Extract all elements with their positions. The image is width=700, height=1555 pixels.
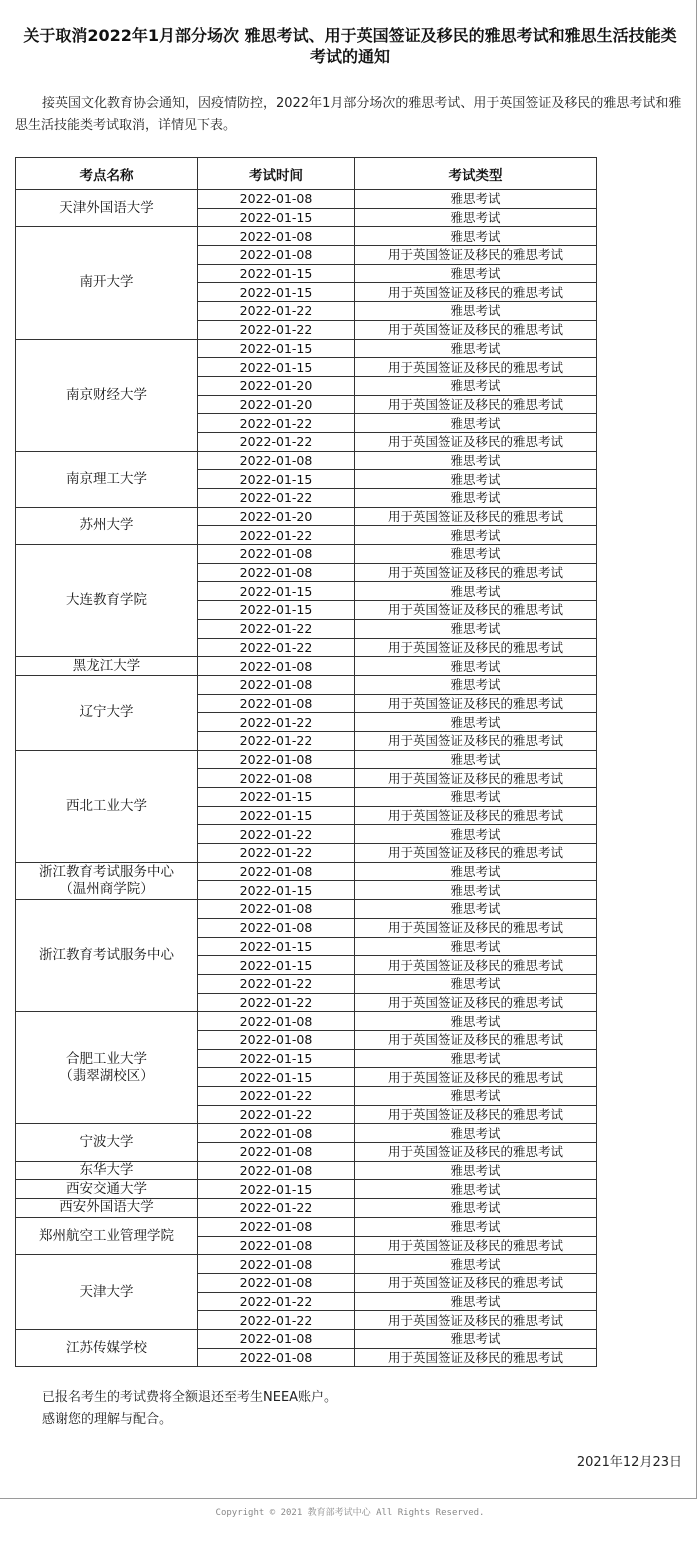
- exam-date-cell: 2022-01-08: [198, 1012, 355, 1031]
- exam-date-cell: 2022-01-15: [198, 806, 355, 825]
- refund-note: 已报名考生的考试费将全额退还至考生NEEA账户。: [42, 1390, 338, 1405]
- exam-type-cell: 雅思考试: [355, 526, 597, 545]
- exam-date-cell: 2022-01-15: [198, 283, 355, 302]
- exam-type-cell: 用于英国签证及移民的雅思考试: [355, 1236, 597, 1255]
- exam-date-cell: 2022-01-15: [198, 937, 355, 956]
- table-row: [16, 1124, 597, 1143]
- exam-type-cell: 雅思考试: [355, 713, 597, 732]
- table-row: [16, 900, 597, 919]
- exam-date-cell: 2022-01-08: [198, 1236, 355, 1255]
- exam-type-cell: 用于英国签证及移民的雅思考试: [355, 283, 597, 302]
- exam-date-cell: 2022-01-15: [198, 956, 355, 975]
- exam-date-cell: 2022-01-08: [198, 1217, 355, 1236]
- exam-date-cell: 2022-01-08: [198, 451, 355, 470]
- exam-type-cell: 雅思考试: [355, 900, 597, 919]
- exam-type-cell: 雅思考试: [355, 1049, 597, 1068]
- exam-date-cell: 2022-01-08: [198, 900, 355, 919]
- table-row: [16, 339, 597, 358]
- exam-type-cell: 雅思考试: [355, 937, 597, 956]
- exam-type-cell: 用于英国签证及移民的雅思考试: [355, 601, 597, 620]
- exam-date-cell: 2022-01-15: [198, 788, 355, 807]
- exam-type-cell: 雅思考试: [355, 1199, 597, 1218]
- table-row: [16, 862, 597, 881]
- venue-name-cell: 南京财经大学: [16, 339, 198, 451]
- exam-type-cell: 用于英国签证及移民的雅思考试: [355, 1311, 597, 1330]
- table-row: [16, 451, 597, 470]
- exam-date-cell: 2022-01-20: [198, 395, 355, 414]
- venue-name-cell: 合肥工业大学 （翡翠湖校区）: [16, 1012, 198, 1124]
- exam-date-cell: 2022-01-20: [198, 507, 355, 526]
- exam-type-cell: 雅思考试: [355, 862, 597, 881]
- exam-date-cell: 2022-01-22: [198, 638, 355, 657]
- venue-name-cell: 苏州大学: [16, 507, 198, 544]
- exam-type-cell: 用于英国签证及移民的雅思考试: [355, 956, 597, 975]
- table-row: [16, 227, 597, 246]
- exam-type-cell: 用于英国签证及移民的雅思考试: [355, 507, 597, 526]
- exam-date-cell: 2022-01-15: [198, 470, 355, 489]
- exam-type-cell: 雅思考试: [355, 1292, 597, 1311]
- exam-date-cell: 2022-01-22: [198, 844, 355, 863]
- exam-type-cell: 雅思考试: [355, 376, 597, 395]
- exam-type-cell: 雅思考试: [355, 1124, 597, 1143]
- exam-date-cell: 2022-01-15: [198, 1049, 355, 1068]
- venue-name-cell: 大连教育学院: [16, 545, 198, 657]
- exam-date-cell: 2022-01-08: [198, 1329, 355, 1348]
- exam-date-cell: 2022-01-22: [198, 320, 355, 339]
- exam-date-cell: 2022-01-08: [198, 1348, 355, 1367]
- exam-type-cell: 用于英国签证及移民的雅思考试: [355, 1273, 597, 1292]
- exam-date-cell: 2022-01-08: [198, 227, 355, 246]
- exam-type-cell: 雅思考试: [355, 675, 597, 694]
- venue-name-cell: 西安交通大学: [16, 1180, 198, 1199]
- exam-type-cell: 用于英国签证及移民的雅思考试: [355, 638, 597, 657]
- exam-date-cell: 2022-01-08: [198, 1124, 355, 1143]
- title-line-2: 考试的通知: [309, 47, 390, 66]
- venue-name-cell: 辽宁大学: [16, 675, 198, 750]
- thanks-note: 感谢您的理解与配合。: [42, 1412, 173, 1427]
- exam-type-cell: 雅思考试: [355, 208, 597, 227]
- table-row: [16, 507, 597, 526]
- exam-type-cell: 雅思考试: [355, 1087, 597, 1106]
- notice-title: [10, 25, 690, 67]
- exam-date-cell: 2022-01-08: [198, 750, 355, 769]
- exam-date-cell: 2022-01-08: [198, 1143, 355, 1162]
- exam-date-cell: 2022-01-15: [198, 1180, 355, 1199]
- exam-type-cell: 雅思考试: [355, 582, 597, 601]
- exam-type-cell: 雅思考试: [355, 1329, 597, 1348]
- exam-date-cell: 2022-01-08: [198, 545, 355, 564]
- table-row: [16, 190, 597, 209]
- exam-date-cell: 2022-01-15: [198, 208, 355, 227]
- exam-date-cell: 2022-01-08: [198, 769, 355, 788]
- exam-type-cell: 雅思考试: [355, 302, 597, 321]
- exam-date-cell: 2022-01-08: [198, 1161, 355, 1180]
- header-type: 考试类型: [355, 158, 597, 190]
- exam-date-cell: 2022-01-15: [198, 601, 355, 620]
- exam-type-cell: 用于英国签证及移民的雅思考试: [355, 432, 597, 451]
- exam-type-cell: 雅思考试: [355, 1161, 597, 1180]
- exam-date-cell: 2022-01-15: [198, 881, 355, 900]
- venue-name-cell: 浙江教育考试服务中心: [16, 900, 198, 1012]
- exam-type-cell: 雅思考试: [355, 1255, 597, 1274]
- cancelled-exams-table: [15, 157, 597, 1367]
- venue-name-cell: 南京理工大学: [16, 451, 198, 507]
- exam-type-cell: 雅思考试: [355, 190, 597, 209]
- exam-type-cell: 雅思考试: [355, 264, 597, 283]
- exam-date-cell: 2022-01-15: [198, 339, 355, 358]
- exam-date-cell: 2022-01-15: [198, 358, 355, 377]
- exam-type-cell: 雅思考试: [355, 339, 597, 358]
- exam-type-cell: 用于英国签证及移民的雅思考试: [355, 844, 597, 863]
- exam-date-cell: 2022-01-22: [198, 974, 355, 993]
- exam-type-cell: 用于英国签证及移民的雅思考试: [355, 358, 597, 377]
- exam-type-cell: 用于英国签证及移民的雅思考试: [355, 1030, 597, 1049]
- exam-type-cell: 用于英国签证及移民的雅思考试: [355, 1348, 597, 1367]
- exam-type-cell: 用于英国签证及移民的雅思考试: [355, 1068, 597, 1087]
- table-row: [16, 657, 597, 676]
- venue-name-cell: 西安外国语大学: [16, 1199, 198, 1218]
- exam-date-cell: 2022-01-22: [198, 825, 355, 844]
- exam-date-cell: 2022-01-15: [198, 1068, 355, 1087]
- exam-type-cell: 雅思考试: [355, 470, 597, 489]
- exam-type-cell: 用于英国签证及移民的雅思考试: [355, 769, 597, 788]
- exam-date-cell: 2022-01-08: [198, 190, 355, 209]
- copyright-footer: Copyright © 2021 教育部考试中心 All Rights Reserved.: [215, 1508, 485, 1518]
- exam-type-cell: 雅思考试: [355, 619, 597, 638]
- venue-name-cell: 南开大学: [16, 227, 198, 339]
- exam-type-cell: 雅思考试: [355, 227, 597, 246]
- venue-name-cell: 浙江教育考试服务中心 （温州商学院）: [16, 862, 198, 899]
- exam-date-cell: 2022-01-22: [198, 993, 355, 1012]
- exam-type-cell: 雅思考试: [355, 974, 597, 993]
- table-header-row: [16, 158, 597, 190]
- exam-date-cell: 2022-01-08: [198, 918, 355, 937]
- table-row: [16, 750, 597, 769]
- exam-type-cell: 雅思考试: [355, 788, 597, 807]
- exam-type-cell: 雅思考试: [355, 1012, 597, 1031]
- intro-paragraph: 接英国文化教育协会通知，因疫情防控，2022年1月部分场次的雅思考试、用于英国签证及移民的雅思考试和雅思生活技能类考试取消，详情见下表。: [15, 96, 682, 133]
- exam-date-cell: 2022-01-08: [198, 246, 355, 265]
- table-row: [16, 1161, 597, 1180]
- exam-type-cell: 用于英国签证及移民的雅思考试: [355, 731, 597, 750]
- exam-type-cell: 用于英国签证及移民的雅思考试: [355, 993, 597, 1012]
- table-row: [16, 1012, 597, 1031]
- exam-date-cell: 2022-01-22: [198, 731, 355, 750]
- exam-type-cell: 雅思考试: [355, 1180, 597, 1199]
- exam-date-cell: 2022-01-08: [198, 1030, 355, 1049]
- exam-date-cell: 2022-01-22: [198, 302, 355, 321]
- exam-date-cell: 2022-01-22: [198, 713, 355, 732]
- venue-name-cell: 黑龙江大学: [16, 657, 198, 676]
- exam-date-cell: 2022-01-08: [198, 675, 355, 694]
- table-row: [16, 545, 597, 564]
- exam-date-cell: 2022-01-20: [198, 376, 355, 395]
- closing-notes: [42, 1387, 337, 1431]
- exam-date-cell: 2022-01-22: [198, 1199, 355, 1218]
- venue-name-cell: 天津大学: [16, 1255, 198, 1330]
- exam-date-cell: 2022-01-15: [198, 582, 355, 601]
- exam-type-cell: 雅思考试: [355, 545, 597, 564]
- exam-date-cell: 2022-01-08: [198, 862, 355, 881]
- exam-type-cell: 雅思考试: [355, 881, 597, 900]
- exam-date-cell: 2022-01-08: [198, 1255, 355, 1274]
- exam-type-cell: 用于英国签证及移民的雅思考试: [355, 918, 597, 937]
- venue-name-cell: 东华大学: [16, 1161, 198, 1180]
- exam-date-cell: 2022-01-08: [198, 657, 355, 676]
- exam-date-cell: 2022-01-15: [198, 264, 355, 283]
- exam-date-cell: 2022-01-22: [198, 1292, 355, 1311]
- exam-type-cell: 用于英国签证及移民的雅思考试: [355, 246, 597, 265]
- exam-date-cell: 2022-01-22: [198, 1311, 355, 1330]
- exam-type-cell: 雅思考试: [355, 489, 597, 508]
- exam-date-cell: 2022-01-22: [198, 526, 355, 545]
- exam-type-cell: 用于英国签证及移民的雅思考试: [355, 1105, 597, 1124]
- notice-date: 2021年12月23日: [576, 1455, 682, 1470]
- venue-name-cell: 宁波大学: [16, 1124, 198, 1161]
- table-row: [16, 1329, 597, 1348]
- exam-date-cell: 2022-01-22: [198, 489, 355, 508]
- exam-date-cell: 2022-01-22: [198, 1087, 355, 1106]
- exam-date-cell: 2022-01-08: [198, 563, 355, 582]
- exam-date-cell: 2022-01-22: [198, 432, 355, 451]
- exam-type-cell: 雅思考试: [355, 657, 597, 676]
- venue-name-cell: 郑州航空工业管理学院: [16, 1217, 198, 1254]
- venue-name-cell: 天津外国语大学: [16, 190, 198, 227]
- exam-type-cell: 雅思考试: [355, 750, 597, 769]
- exam-type-cell: 用于英国签证及移民的雅思考试: [355, 563, 597, 582]
- exam-type-cell: 用于英国签证及移民的雅思考试: [355, 320, 597, 339]
- exam-type-cell: 雅思考试: [355, 825, 597, 844]
- table-body: [16, 190, 597, 1367]
- table-row: [16, 1180, 597, 1199]
- exam-date-cell: 2022-01-08: [198, 1273, 355, 1292]
- header-venue: 考点名称: [16, 158, 198, 190]
- exam-date-cell: 2022-01-08: [198, 694, 355, 713]
- exam-type-cell: 用于英国签证及移民的雅思考试: [355, 395, 597, 414]
- exam-date-cell: 2022-01-22: [198, 619, 355, 638]
- exam-type-cell: 雅思考试: [355, 414, 597, 433]
- exam-type-cell: 用于英国签证及移民的雅思考试: [355, 694, 597, 713]
- exam-type-cell: 雅思考试: [355, 1217, 597, 1236]
- table-row: [16, 1255, 597, 1274]
- exam-date-cell: 2022-01-22: [198, 414, 355, 433]
- exam-type-cell: 雅思考试: [355, 451, 597, 470]
- exam-date-cell: 2022-01-22: [198, 1105, 355, 1124]
- header-date: 考试时间: [198, 158, 355, 190]
- venue-name-cell: 江苏传媒学校: [16, 1329, 198, 1366]
- table-row: [16, 675, 597, 694]
- venue-name-cell: 西北工业大学: [16, 750, 198, 862]
- exam-type-cell: 用于英国签证及移民的雅思考试: [355, 806, 597, 825]
- exam-type-cell: 用于英国签证及移民的雅思考试: [355, 1143, 597, 1162]
- title-line-1: 关于取消2022年1月部分场次 雅思考试、用于英国签证及移民的雅思考试和雅思生活技能类: [23, 26, 677, 45]
- table-row: [16, 1199, 597, 1218]
- table-row: [16, 1217, 597, 1236]
